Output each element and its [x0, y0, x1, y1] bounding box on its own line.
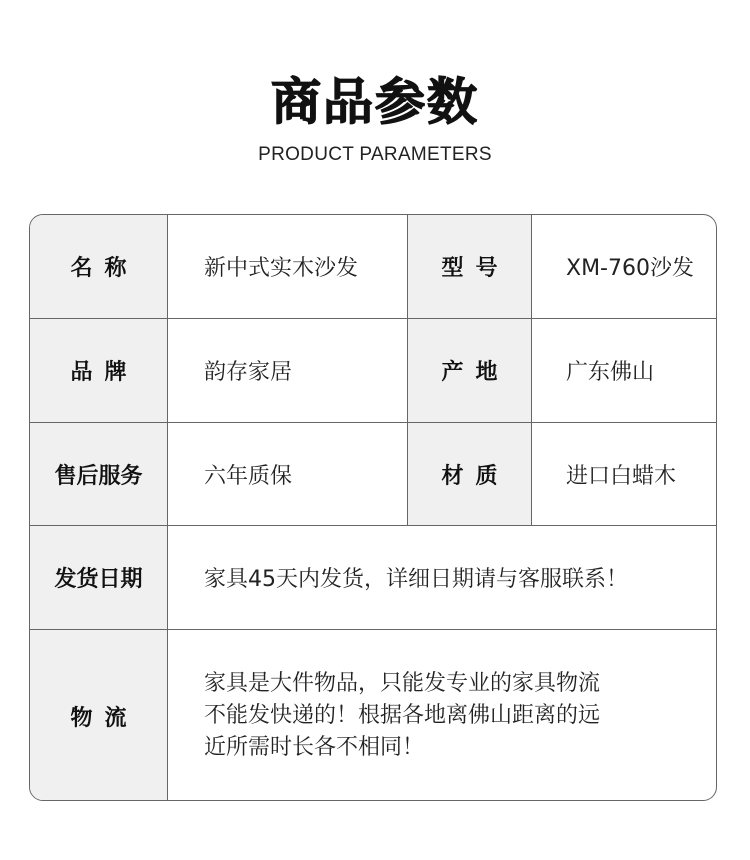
- page-subtitle: PRODUCT PARAMETERS: [258, 144, 492, 165]
- page-title: 商品参数: [271, 73, 479, 131]
- ship-label: 发货日期: [30, 526, 168, 629]
- ship-value: 家具45天内发货，详细日期请与客服联系！: [204, 567, 628, 592]
- table-row: [30, 319, 716, 423]
- logistics-value: 家具是大件物品，只能发专业的家具物流 不能发快递的！根据各地离佛山距离的远 近所需时长各不相同！: [204, 671, 601, 760]
- service-label: 售后服务: [30, 423, 168, 525]
- logistics-label: 物流: [30, 630, 168, 801]
- model-label: 型号: [407, 215, 532, 318]
- material-value: 进口白蜡木: [566, 463, 677, 489]
- table-row: [30, 630, 716, 801]
- table-row: [30, 215, 716, 319]
- origin-label: 产地: [407, 319, 532, 422]
- service-value: 六年质保: [204, 463, 293, 489]
- name-label: 名称: [30, 215, 168, 318]
- brand-value: 韵存家居: [204, 360, 293, 385]
- table-row: [30, 526, 716, 630]
- name-value: 新中式实木沙发: [204, 256, 359, 281]
- origin-value: 广东佛山: [566, 360, 655, 385]
- material-label: 材质: [407, 423, 532, 525]
- product-parameters-table: [29, 214, 717, 801]
- brand-label: 品牌: [30, 319, 168, 422]
- table-row: [30, 423, 716, 526]
- model-value: XM-760沙发: [566, 256, 694, 281]
